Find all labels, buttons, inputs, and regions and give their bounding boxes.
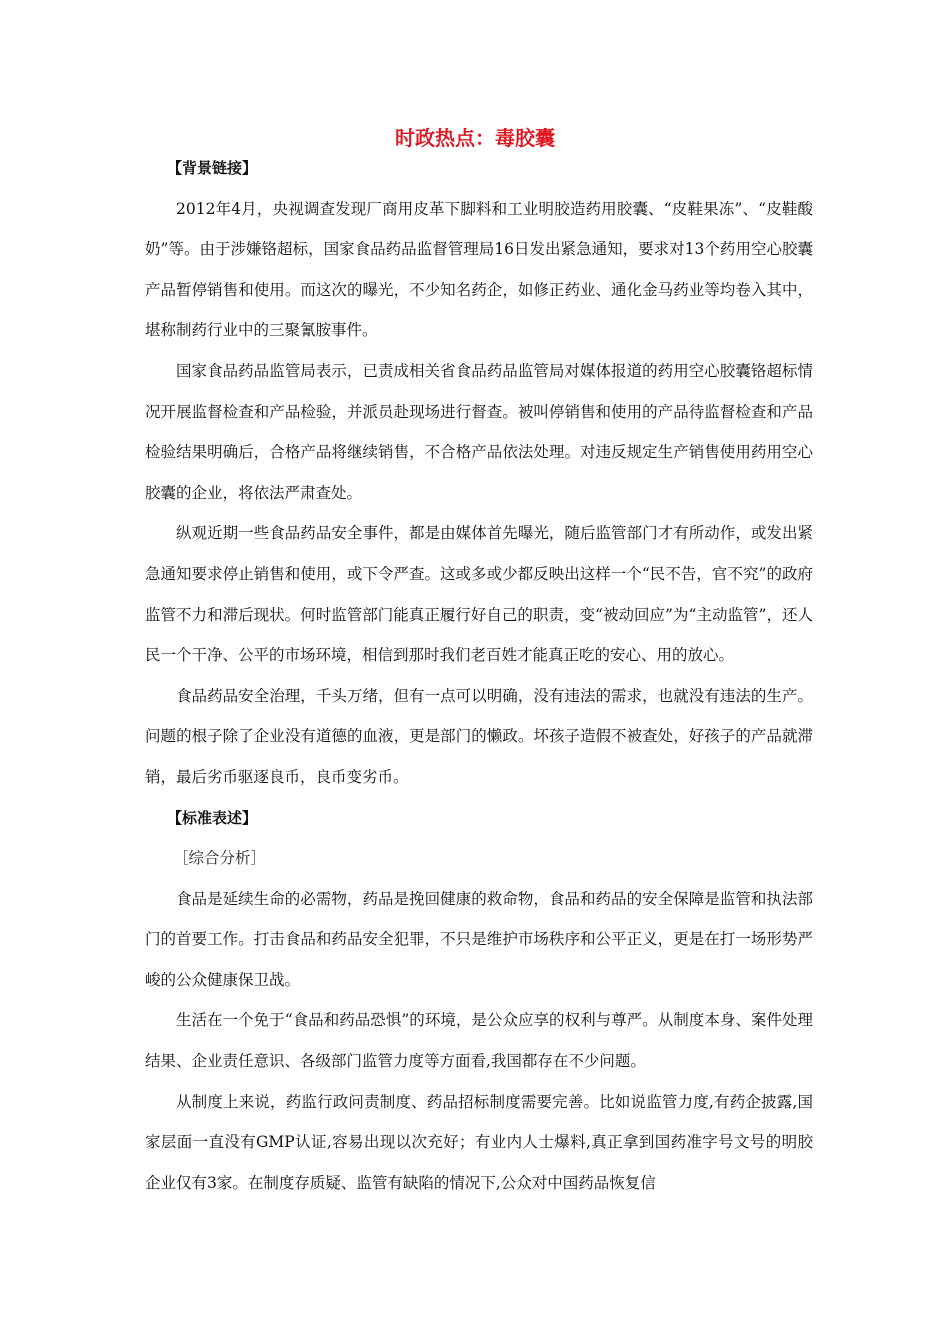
paragraph: 食品是延续生命的必需物，药品是挽回健康的救命物，食品和药品的安全保障是监管和执法部门的首要工作。打击食品和药品安全犯罪，不只是维护市场秩序和公平正义，更是在打一场形势严峻的公众健康保卫战。 (145, 889, 813, 989)
subheading-analysis: ［综合分析］ (173, 849, 267, 868)
paragraph: 食品药品安全治理，千头万绪，但有一点可以明确，没有违法的需求，也就没有违法的生产。问题的根子除了企业没有道德的血液，更是部门的懒政。坏孩子造假不被查处，好孩子的产品就滞销，最后劣币驱逐良币，良币变劣币。 (145, 686, 813, 786)
paragraph: 2012年4月，央视调查发现厂商用皮革下脚料和工业明胶造药用胶囊、“皮鞋果冻”、“皮鞋酸奶”等。由于涉嫌铬超标，国家食品药品监督管理局16日发出紧急通知，要求对13个药用空心胶囊产品暂停销售和使用。而这次的曝光，不少知名药企，如修正药业、通化金马药业等均卷入其中，堪称制药行业中的三聚氰胺事件。 (145, 199, 813, 340)
paragraph: 国家食品药品监管局表示，已责成相关省食品药品监管局对媒体报道的药用空心胶囊铬超标情况开展监督检查和产品检验，并派员赴现场进行督查。被叫停销售和使用的产品待监督检查和产品检验结果明确后，合格产品将继续销售，不合格产品依法处理。对违反规定生产销售使用药用空心胶囊的企业，将依法严肃查处。 (145, 361, 813, 502)
paragraph: 生活在一个免于“食品和药品恐惧”的环境，是公众应享的权利与尊严。从制度本身、案件处理结果、企业责任意识、各级部门监管力度等方面看,我国都存在不少问题。 (145, 1011, 813, 1071)
document-body (145, 148, 813, 1203)
page-title: 时政热点：毒胶囊 (395, 126, 555, 150)
paragraph: 纵观近期一些食品药品安全事件，都是由媒体首先曝光，随后监管部门才有所动作，或发出紧急通知要求停止销售和使用，或下令严查。这或多或少都反映出这样一个“民不告，官不究”的政府监管不力和滞后现状。何时监管部门能真正履行好自己的职责，变“被动回应”为“主动监管”，还人民一个干净、公平的市场环境，相信到那时我们老百姓才能真正吃的安心、用的放心。 (145, 524, 813, 665)
section-heading-standard: 【标准表述】 (167, 808, 258, 827)
paragraph: 从制度上来说，药监行政问责制度、药品招标制度需要完善。比如说监管力度,有药企披露,国家层面一直没有GMP认证,容易出现以次充好；有业内人士爆料,真正拿到国药准字号文号的明胶企业仅有3家。在制度存质疑、监管有缺陷的情况下,公众对中国药品恢复信 (145, 1092, 813, 1192)
section-heading-background: 【背景链接】 (167, 159, 258, 177)
